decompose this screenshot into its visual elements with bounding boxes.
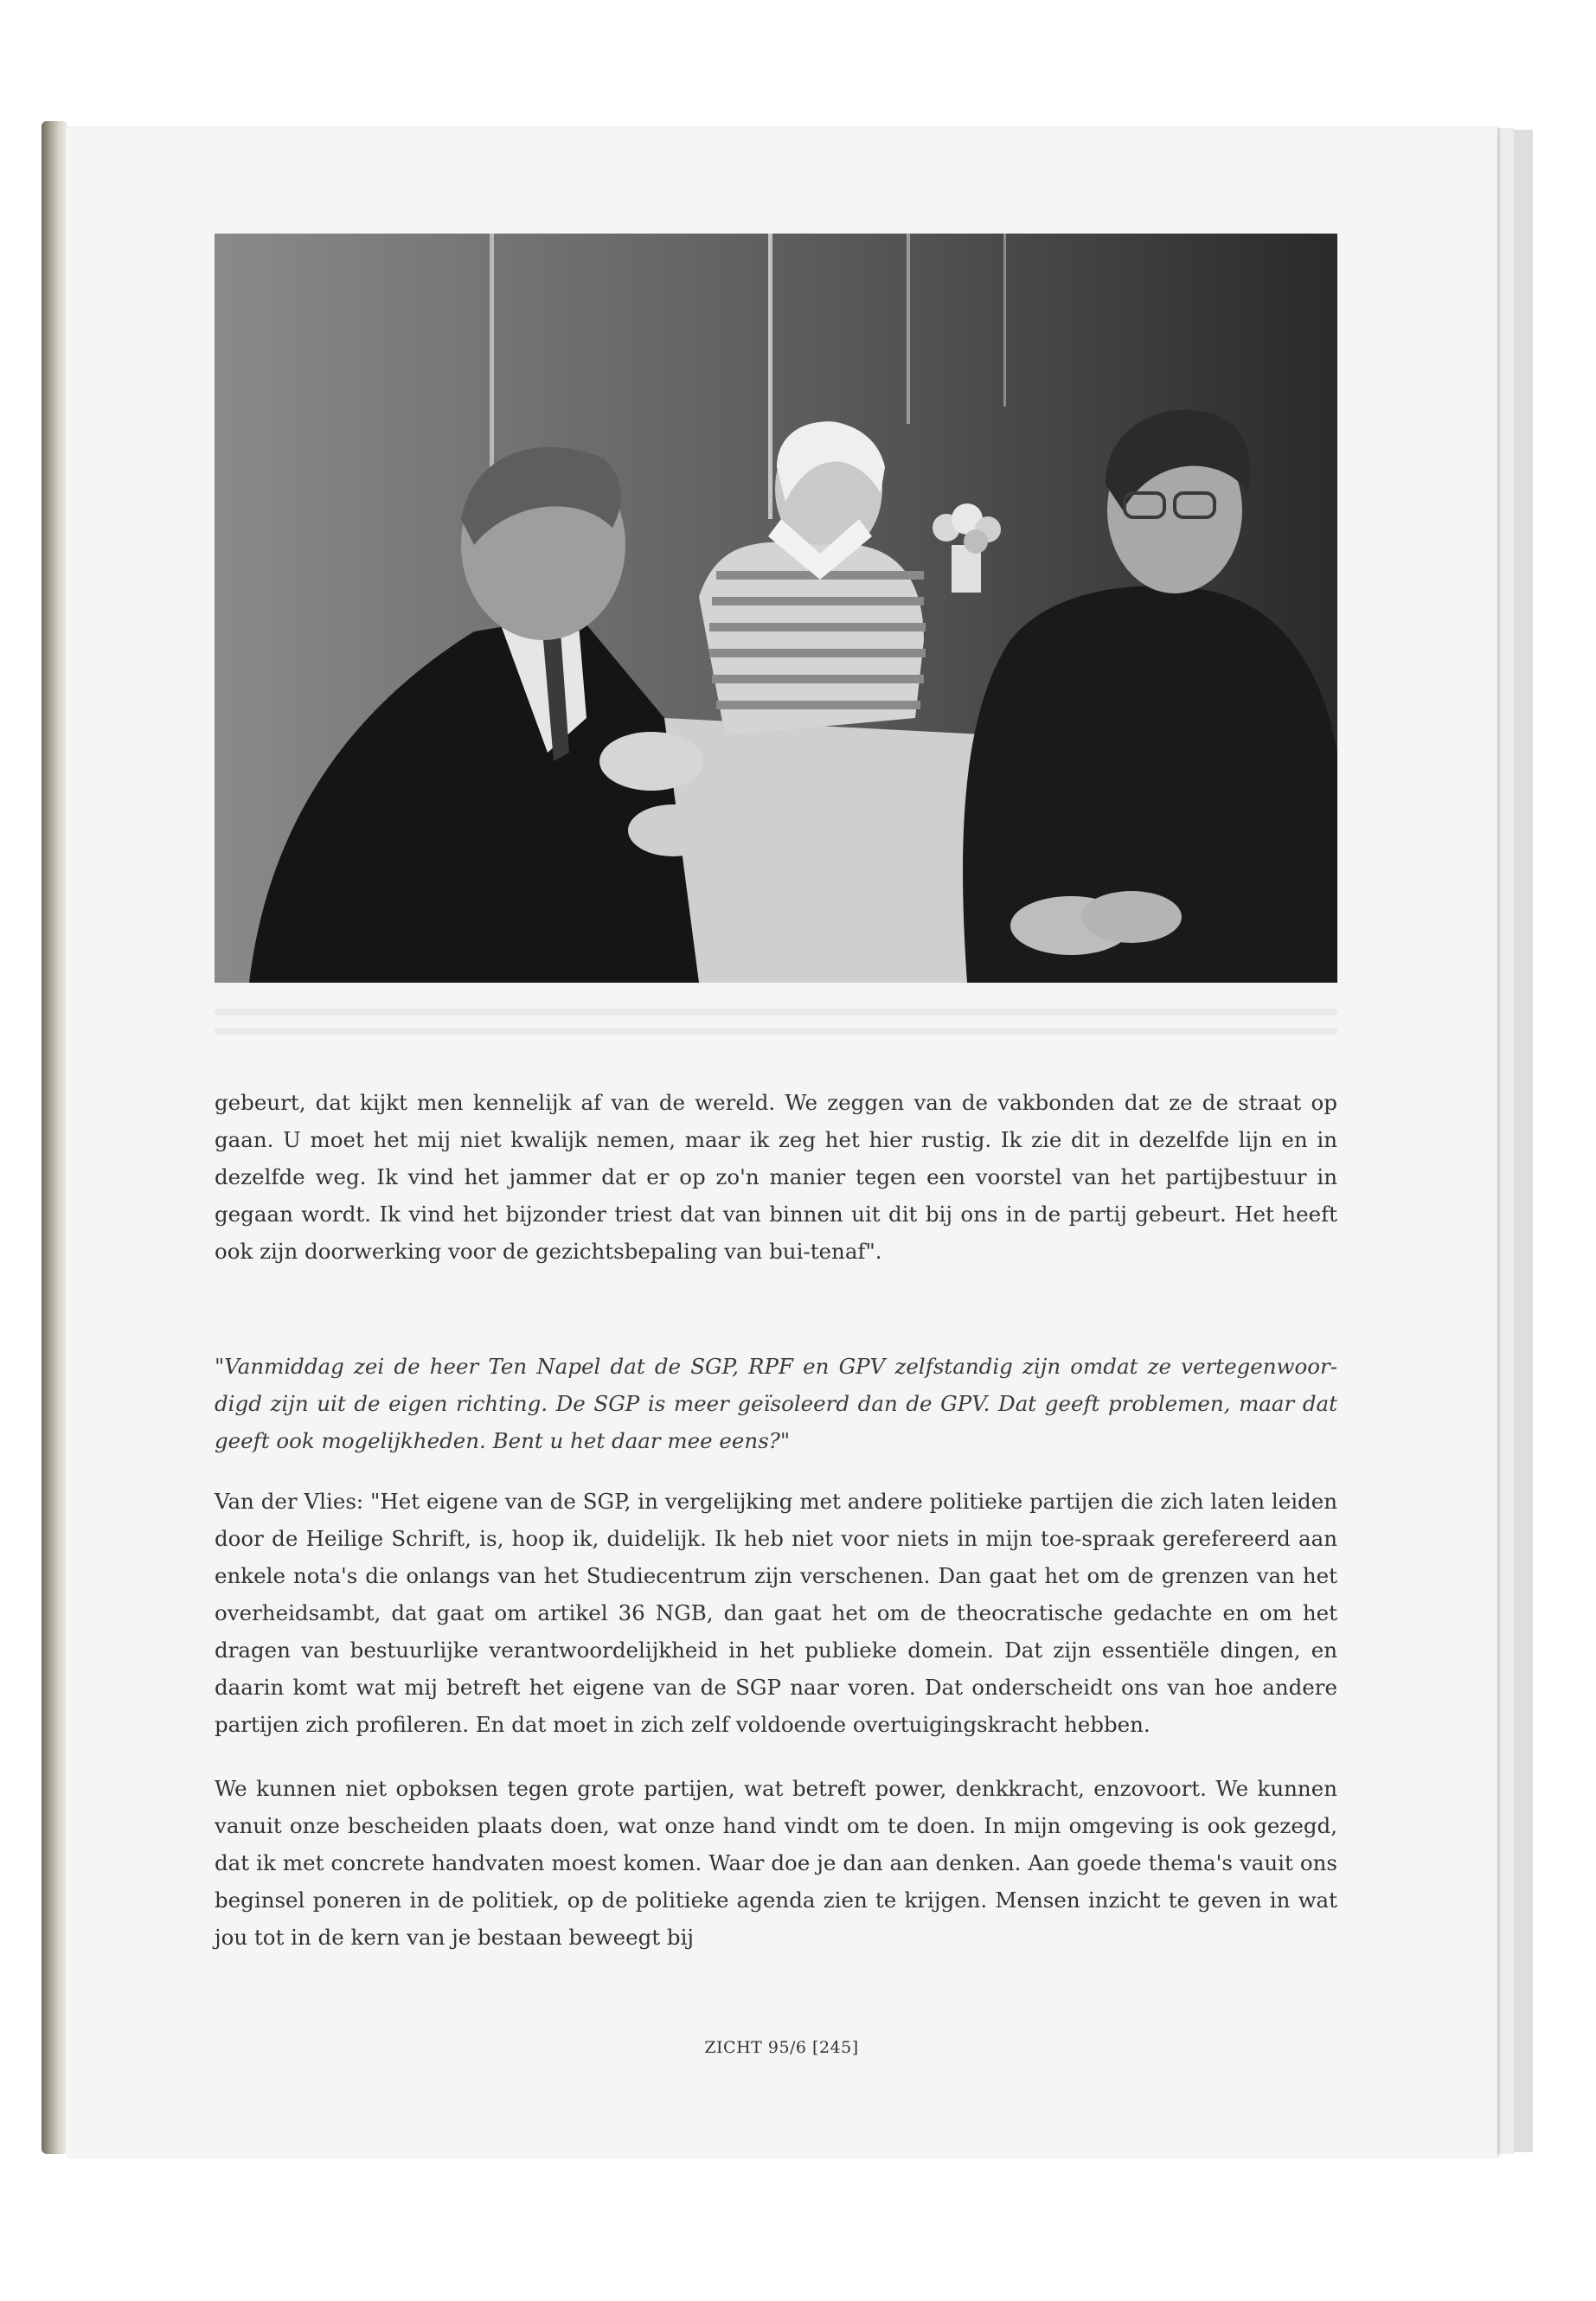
page-footer: ZICHT 95/6 [245] bbox=[704, 2038, 859, 2057]
photograph bbox=[215, 234, 1337, 983]
interview-question: "Vanmiddag zei de heer Ten Napel dat de SGP, RPF en GPV zelfstandig zijn omdat ze vertegenwoor-digd zijn uit de eigen richting. De SGP is meer geïsoleerd dan de GPV. Dat geeft problemen, maar dat geeft ook mogelijkheden. Bent u het daar mee eens?" bbox=[215, 1354, 1337, 1453]
show-through-text bbox=[215, 1009, 1337, 1043]
book-spine bbox=[42, 121, 67, 2154]
book-page bbox=[66, 128, 1497, 2157]
photo-illustration bbox=[215, 234, 1337, 983]
body-paragraph: We kunnen niet opboksen tegen grote partijen, wat betreft power, denkkracht, enzovoort. We kunnen vanuit onze bescheiden plaats doen, wat onze hand vindt om te doen. In mijn omgeving is ook gezegd, dat ik met concrete handvaten moest komen. Waar doe je dan aan denken. Aan goede thema's vauit ons beginsel poneren in de politiek, op de politieke agenda zien te krijgen. Mensen inzicht te geven in wat jou tot in de kern van je bestaan beweegt bij bbox=[215, 1776, 1337, 1950]
body-paragraph: gebeurt, dat kijkt men kennelijk af van de wereld. We zeggen van de vakbonden dat ze de straat op gaan. U moet het mij niet kwalijk nemen, maar ik zeg het hier rustig. Ik zie dit in dezelfde lijn en in dezelfde weg. Ik vind het jammer dat er op zo'n manier tegen een voorstel van het partijbestuur in gegaan wordt. Ik vind het bijzonder triest dat van binnen uit dit bij ons in de partij gebeurt. Het heeft ook zijn doorwerking voor de gezichtsbepaling van bui-tenaf". bbox=[215, 1090, 1337, 1264]
body-paragraph: Van der Vlies: "Het eigene van de SGP, in vergelijking met andere politieke partijen die zich laten leiden door de Heilige Schrift, is, hoop ik, duidelijk. Ik heb niet voor niets in mijn toe-spraak gerefereerd aan enkele nota's die onlangs van het Studiecentrum zijn verschenen. Dan gaat het om de grenzen van het overheidsambt, dat gaat om artikel 36 NGB, dan gaat het om de theocratische gedachte en om het dragen van bestuurlijke verantwoordelijkheid in het publieke domein. Dat zijn essentiële dingen, en daarin komt wat mij betreft het eigene van de SGP naar voren. Dat onderscheidt ons van hoe andere partijen zich profileren. En dat moet in zich zelf voldoende overtuigingskracht hebben. bbox=[215, 1489, 1337, 1737]
